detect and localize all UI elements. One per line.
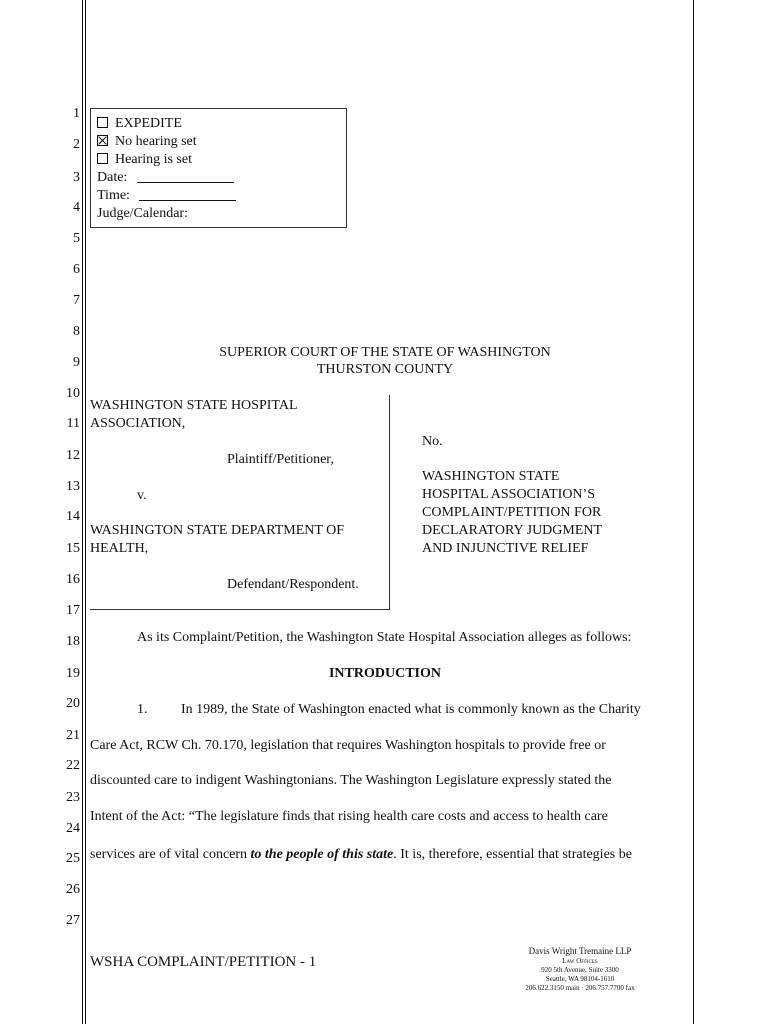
line-number: 22 bbox=[66, 758, 80, 773]
firm-address-line1: 920 5th Avenue, Suite 3300 bbox=[541, 966, 619, 974]
document-title-line2: HOSPITAL ASSOCIATION’S bbox=[422, 487, 595, 502]
judge-calendar-label: Judge/Calendar: bbox=[97, 206, 188, 221]
plaintiff-role: Plaintiff/Petitioner, bbox=[227, 452, 334, 467]
line-number: 4 bbox=[73, 200, 80, 215]
line-number: 16 bbox=[66, 572, 80, 587]
line-number: 25 bbox=[66, 851, 80, 866]
line-number: 10 bbox=[66, 386, 80, 401]
line-number: 12 bbox=[66, 448, 80, 463]
line-number: 14 bbox=[66, 509, 80, 524]
caption-divider-vertical bbox=[389, 395, 390, 609]
right-margin-rule bbox=[693, 0, 694, 1024]
plaintiff-name-line2: ASSOCIATION, bbox=[90, 416, 186, 431]
paragraph-number: 1. bbox=[137, 702, 148, 717]
caption-divider-horizontal bbox=[90, 609, 390, 610]
expedite-option: EXPEDITE bbox=[97, 116, 182, 132]
line-number: 13 bbox=[66, 479, 80, 494]
firm-block bbox=[515, 946, 645, 993]
no-hearing-checkbox[interactable] bbox=[97, 135, 108, 146]
line-number: 2 bbox=[73, 137, 80, 152]
line-number: 17 bbox=[66, 603, 80, 618]
paragraph-line4: Intent of the Act: “The legislature finds that rising health care costs and access to health care bbox=[90, 809, 608, 824]
court-name: SUPERIOR COURT OF THE STATE OF WASHINGTON bbox=[219, 345, 551, 360]
line-number: 11 bbox=[66, 416, 80, 431]
expedite-checkbox[interactable] bbox=[97, 117, 108, 128]
emphasis-text: to the people of this state bbox=[250, 847, 394, 862]
plaintiff-name-line1: WASHINGTON STATE HOSPITAL bbox=[90, 398, 298, 413]
line-number: 26 bbox=[66, 882, 80, 897]
defendant-name-line2: HEALTH, bbox=[90, 541, 149, 556]
line-number: 5 bbox=[73, 231, 80, 246]
document-title-line1: WASHINGTON STATE bbox=[422, 469, 560, 484]
time-field: Time: bbox=[97, 188, 236, 204]
law-offices-label: Law Offices bbox=[562, 957, 598, 965]
case-number-label: No. bbox=[422, 434, 443, 449]
line-number: 20 bbox=[66, 696, 80, 711]
line-number: 19 bbox=[66, 666, 80, 681]
left-margin-rule-outer bbox=[82, 0, 83, 1024]
line-number: 21 bbox=[66, 728, 80, 743]
line-number: 8 bbox=[73, 324, 80, 339]
left-margin-rule-inner bbox=[85, 0, 86, 1024]
document-title-line3: COMPLAINT/PETITION FOR bbox=[422, 505, 602, 520]
county-name: THURSTON COUNTY bbox=[316, 362, 454, 377]
line-number: 3 bbox=[73, 170, 80, 185]
no-hearing-option: No hearing set bbox=[97, 134, 197, 150]
paragraph-line3: discounted care to indigent Washingtonians. The Washington Legislature expressly stated the bbox=[90, 773, 612, 788]
firm-name: Davis Wright Tremaine LLP bbox=[528, 946, 632, 956]
line-number: 27 bbox=[66, 913, 80, 928]
document-title-line5: AND INJUNCTIVE RELIEF bbox=[422, 541, 589, 556]
intro-sentence: As its Complaint/Petition, the Washington State Hospital Association alleges as follows: bbox=[137, 630, 632, 645]
defendant-name-line1: WASHINGTON STATE DEPARTMENT OF bbox=[90, 523, 345, 538]
date-field: Date: bbox=[97, 170, 234, 186]
line-number: 7 bbox=[73, 293, 80, 308]
line-number: 24 bbox=[66, 821, 80, 836]
section-heading: INTRODUCTION bbox=[328, 666, 441, 681]
document-title-line4: DECLARATORY JUDGMENT bbox=[422, 523, 603, 538]
paragraph-line5: services are of vital concern to the people of this state. It is, therefore, essential that strategies be bbox=[90, 847, 632, 862]
defendant-role: Defendant/Respondent. bbox=[227, 577, 359, 592]
versus: v. bbox=[137, 488, 147, 503]
line-number: 15 bbox=[66, 541, 80, 556]
line-number: 18 bbox=[66, 634, 80, 649]
firm-phone: 206.622.3150 main · 206.757.7700 fax bbox=[525, 984, 635, 992]
firm-address-line2: Seattle, WA 98104-1610 bbox=[545, 975, 615, 983]
line-number: 23 bbox=[66, 790, 80, 805]
paragraph-line2: Care Act, RCW Ch. 70.170, legislation that requires Washington hospitals to provide free or bbox=[90, 738, 606, 753]
line-number: 1 bbox=[73, 106, 80, 121]
paragraph-line1: In 1989, the State of Washington enacted what is commonly known as the Charity bbox=[181, 702, 641, 717]
date-blank[interactable] bbox=[137, 170, 234, 183]
hearing-set-checkbox[interactable] bbox=[97, 153, 108, 164]
line-number: 9 bbox=[73, 355, 80, 370]
footer-document-title: WSHA COMPLAINT/PETITION - 1 bbox=[90, 954, 317, 970]
time-blank[interactable] bbox=[139, 188, 236, 201]
line-number: 6 bbox=[73, 262, 80, 277]
hearing-set-option: Hearing is set bbox=[97, 152, 192, 168]
